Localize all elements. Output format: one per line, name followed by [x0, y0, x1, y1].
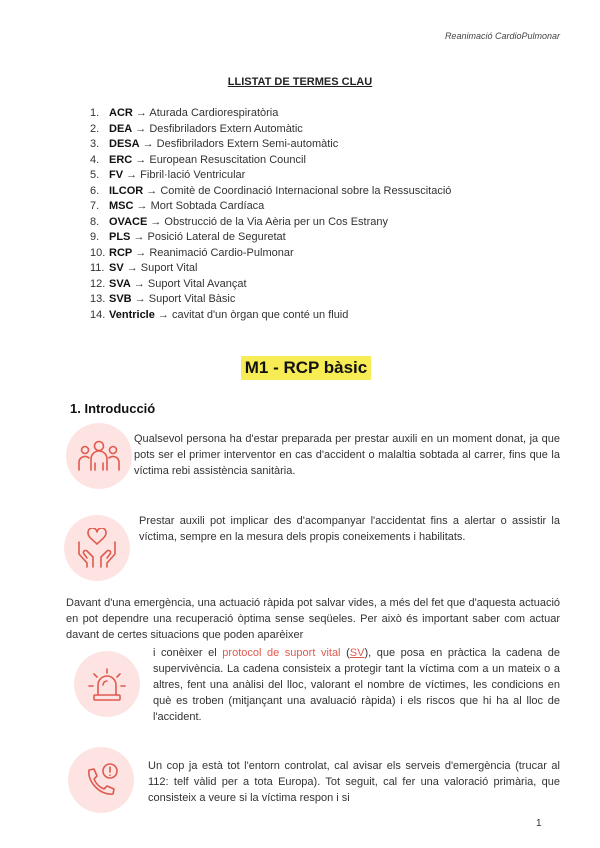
glossary-item — [90, 137, 451, 153]
protocol-link[interactable]: protocol de suport vital — [222, 647, 341, 659]
glossary-item-number: 10. — [90, 246, 106, 259]
glossary-item-definition: → Reanimació Cardio-Pulmonar — [135, 246, 294, 259]
glossary-item-abbr: OVACE — [109, 215, 148, 228]
siren-icon — [74, 651, 140, 717]
glossary-item-definition: → Fibril·lació Ventricular — [126, 169, 246, 181]
intro-paragraph-1: Qualsevol persona ha d'estar preparada per prestar auxili en un moment donat, ja que pots ser el primer interventor en cas d'accident o malaltia sobtada al carrer, fins que la víctima rebi assistència sanitària. — [134, 433, 560, 477]
glossary-item-abbr: SV — [109, 262, 124, 274]
glossary-item-number: 7. — [90, 200, 100, 212]
glossary-item — [90, 199, 451, 215]
glossary-item-abbr: ACR — [109, 107, 133, 119]
intro-paragraph-4 — [153, 645, 560, 725]
glossary-item-definition: → Obstrucció de la Via Aèria per un Cos Estrany — [150, 215, 389, 228]
glossary-item-number: 12. — [90, 277, 106, 290]
glossary-item-abbr: RCP — [109, 246, 133, 259]
glossary-item — [90, 122, 451, 138]
glossary-item — [90, 277, 451, 293]
glossary-item-definition: → Aturada Cardiorespiratòria — [135, 107, 279, 119]
glossary-item — [90, 230, 451, 246]
glossary-item-number: 5. — [90, 169, 100, 181]
glossary-item-number: 14. — [90, 308, 106, 321]
glossary-item-definition: → Suport Vital — [126, 262, 198, 274]
glossary-item-number: 9. — [90, 231, 100, 243]
glossary-item — [90, 106, 451, 122]
glossary-item-abbr: SVA — [109, 277, 131, 290]
paragraph-4-text-end: ), que posa en pràctica la cadena de supervivència. La cadena consisteix a protegir tant la víctima com a un mateix o a altres, fent una anàlisi del lloc, valorant el nombre de víctimes, les condicions en què es troben (mitjançant una avaluació ràpida) i els riscos que hi ha al lloc de l'accident. — [153, 647, 560, 723]
glossary-item-definition: → Suport Vital Bàsic — [134, 293, 236, 305]
glossary-item-abbr: PLS — [109, 231, 131, 243]
glossary-item-number: 2. — [90, 122, 100, 135]
glossary-item-abbr: ERC — [109, 153, 133, 166]
glossary-item-number: 6. — [90, 184, 100, 197]
intro-paragraph-3: Davant d'una emergència, una actuació ràpida pot salvar vides, a més del fet que d'aquesta actuació en pot dependre una recuperació òptima sense seqüeles. Per això és important saber com actuar davant de certes situacions que poden aparèixer — [66, 597, 560, 641]
glossary-item — [90, 308, 451, 324]
glossary-item — [90, 246, 451, 262]
glossary-item-abbr: FV — [109, 169, 124, 181]
sv-link[interactable]: SV — [349, 647, 365, 659]
glossary-item — [90, 168, 451, 184]
glossary-item-definition: → Desfibriladors Extern Semi-automàtic — [142, 138, 339, 150]
hands-heart-icon — [64, 515, 130, 581]
glossary-item-number: 1. — [90, 107, 100, 119]
glossary-item-abbr: Ventricle — [109, 308, 155, 321]
glossary-item-number: 13. — [90, 293, 106, 305]
glossary-item — [90, 153, 451, 169]
glossary-list — [90, 106, 451, 323]
glossary-item-definition: → Mort Sobtada Cardíaca — [136, 200, 265, 212]
glossary-item-number: 11. — [90, 262, 105, 274]
glossary-item-number: 4. — [90, 153, 100, 166]
paragraph-4-open-paren: ( — [340, 647, 350, 659]
glossary-item — [90, 292, 451, 308]
glossary-title: LLISTAT DE TERMES CLAU — [227, 76, 373, 88]
glossary-item-abbr: DESA — [109, 138, 140, 150]
page-number: 1 — [536, 818, 542, 829]
people-group-icon — [66, 423, 132, 489]
glossary-item-abbr: MSC — [109, 200, 134, 212]
glossary-item-abbr: SVB — [109, 293, 132, 305]
glossary-item — [90, 261, 451, 277]
intro-paragraph-2: Prestar auxili pot implicar des d'acompanyar l'accidentat fins a alertar o assistir la víctima, sempre en la mesura dels propis coneixements i habilitats. — [139, 515, 560, 543]
glossary-item-definition: → Desfibriladors Extern Automàtic — [135, 122, 303, 135]
glossary-item-definition: → Suport Vital Avançat — [133, 277, 247, 290]
header-title: Reanimació CardioPulmonar — [444, 31, 560, 41]
glossary-item-abbr: ILCOR — [109, 184, 144, 197]
intro-paragraph-5: Un cop ja està tot l'entorn controlat, cal avisar els serveis d'emergència (trucar al 112: telf vàlid per a tota Europa). Tot seguit, cal fer una valoració primària, que consisteix a veure si la víctima respon i si — [148, 760, 560, 804]
glossary-item-number: 3. — [90, 138, 100, 150]
glossary-item — [90, 184, 451, 200]
glossary-item-number: 8. — [90, 215, 100, 228]
glossary-item-definition: → Posició Lateral de Seguretat — [133, 231, 286, 243]
module-title: M1 - RCP bàsic — [241, 356, 371, 380]
glossary-item-definition: → European Resuscitation Council — [135, 153, 306, 166]
glossary-item-definition: → cavitat d'un òrgan que conté un fluid — [157, 308, 349, 321]
glossary-item — [90, 215, 451, 231]
phone-alert-icon — [68, 747, 134, 813]
glossary-item-definition: → Comitè de Coordinació Internacional sobre la Ressuscitació — [146, 184, 452, 197]
glossary-item-abbr: DEA — [109, 122, 133, 135]
section-heading: 1. Introducció — [70, 401, 156, 416]
paragraph-4-text-start: i conèixer el — [153, 647, 223, 659]
